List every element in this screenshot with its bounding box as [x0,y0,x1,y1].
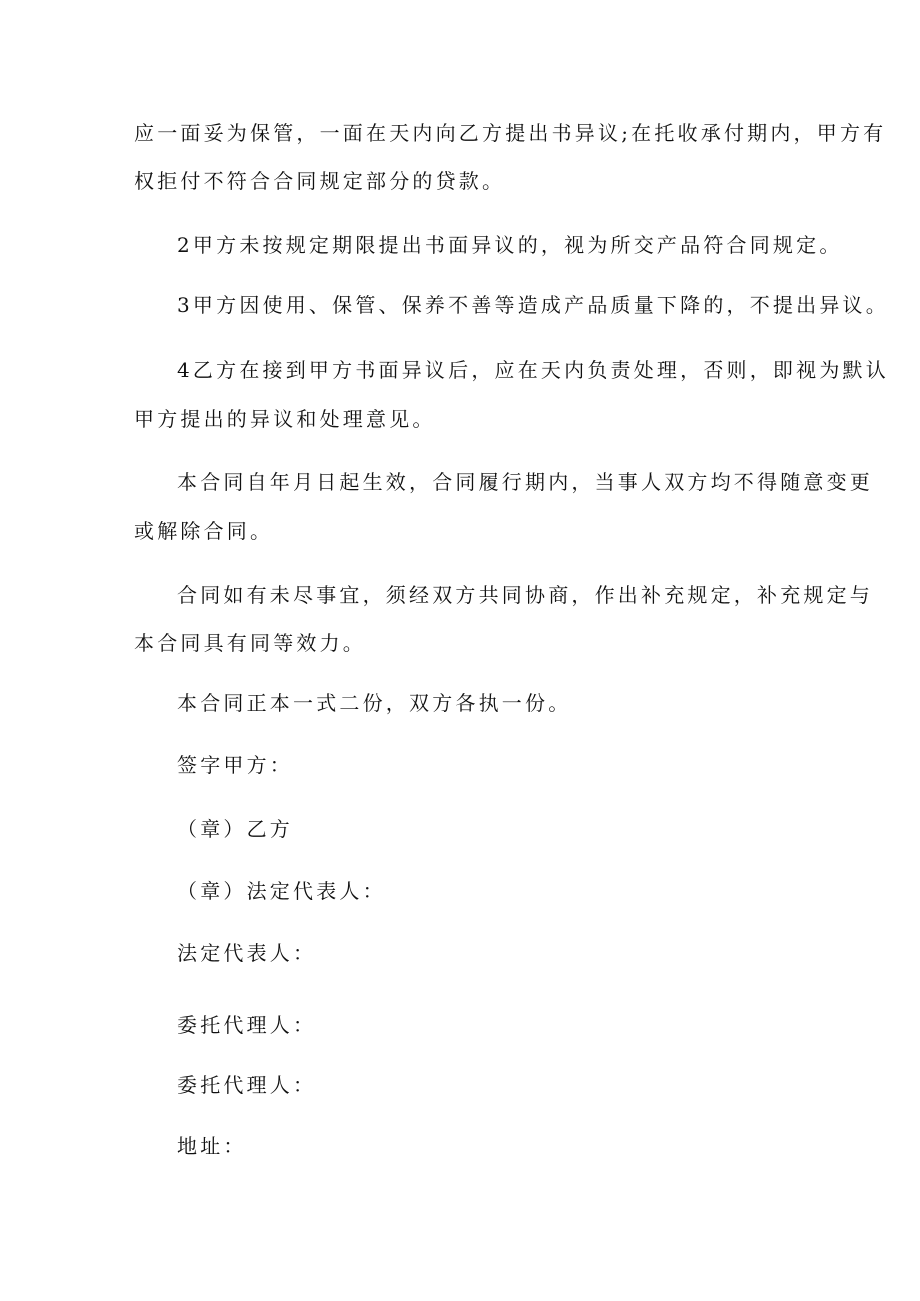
text-line-4: 3甲方因使用、保管、保养不善等造成产品质量下降的，不提出异议。 [177,293,889,317]
text-line-17: 委托代理人： [177,1073,317,1097]
text-line-2: 权拒付不符合合同规定部分的贷款。 [134,169,506,193]
text-line-18: 地址： [177,1134,247,1158]
text-line-10: 本合同具有同等效力。 [134,631,366,655]
text-line-3: 2甲方未按规定期限提出书面异议的，视为所交产品符合同规定。 [177,233,843,257]
text-line-12: 签字甲方： [177,753,293,777]
text-line-5: 4乙方在接到甲方书面异议后，应在天内负责处理，否则，即视为默认 [177,358,889,382]
text-line-6: 甲方提出的异议和处理意见。 [134,407,436,431]
text-line-8: 或解除合同。 [134,519,274,543]
text-line-9: 合同如有未尽事宜，须经双方共同协商，作出补充规定，补充规定与 [177,583,873,607]
text-line-15: 法定代表人： [177,941,317,965]
text-line-16: 委托代理人： [177,1013,317,1037]
text-line-14: （章）法定代表人： [177,879,386,903]
text-line-7: 本合同自年月日起生效，合同履行期内，当事人双方均不得随意变更 [177,470,873,494]
text-line-11: 本合同正本一式二份，双方各执一份。 [177,691,572,715]
text-line-13: （章）乙方 [177,817,293,841]
text-line-1: 应一面妥为保管，一面在天内向乙方提出书异议;在托收承付期内，甲方有 [134,121,887,145]
